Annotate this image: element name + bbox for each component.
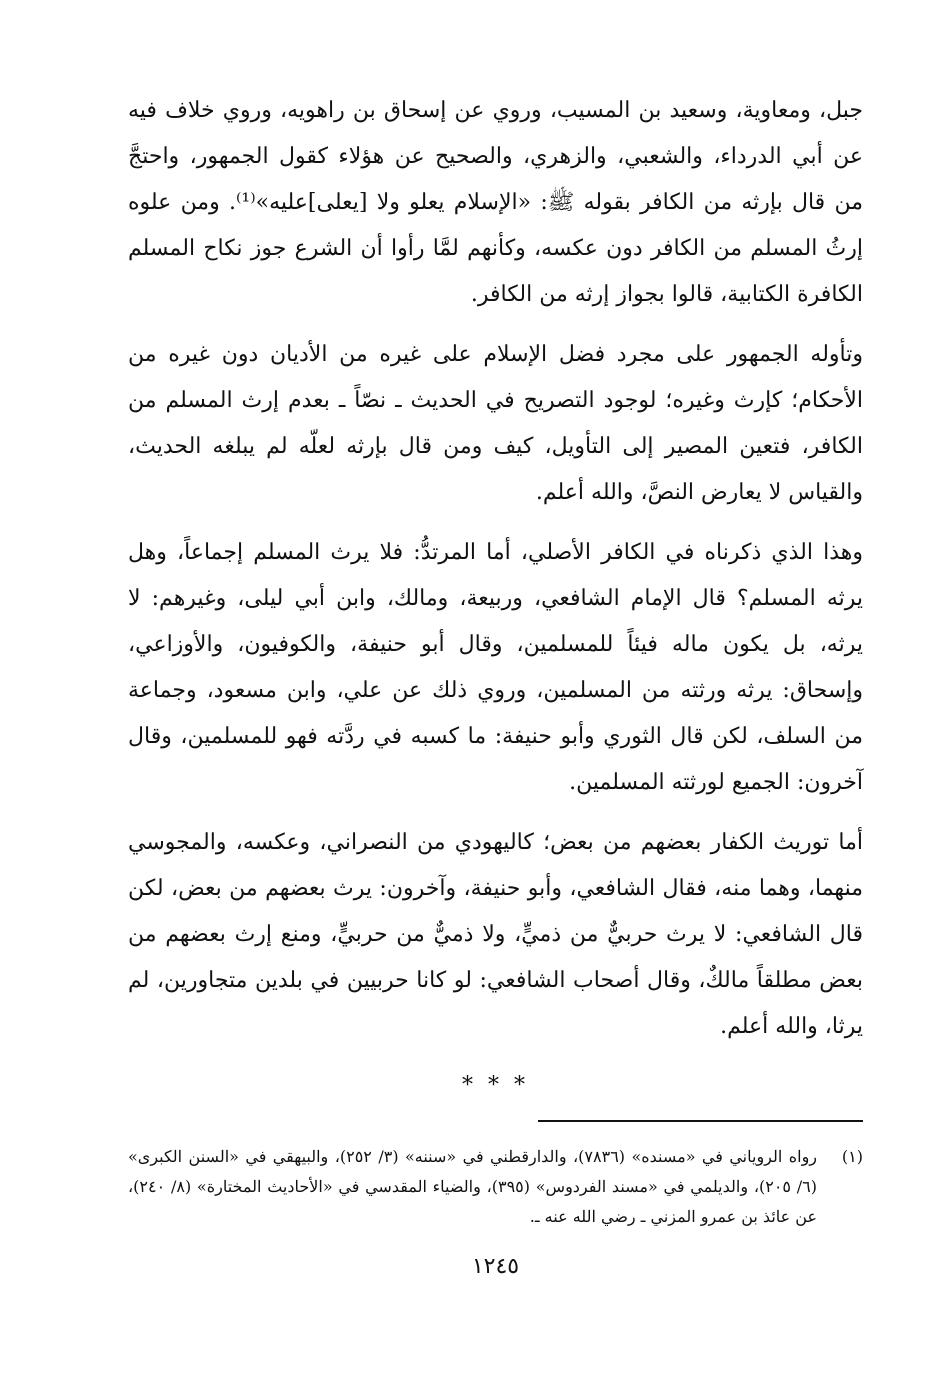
page-content [128,88,863,1279]
paragraph-2: وتأوله الجمهور على مجرد فضل الإسلام على غيره من الأديان دون غيره من الأحكام؛ كإرث وغيره؛ لوجود التصريح في الحديث ـ نصّاً ـ بعدم إرث المسلم من الكافر، فتعين المصير إلى التأويل، كيف ومن قال بإرثه لعلّه لم يبلغه الحديث، والقياس لا يعارض النصَّ، والله أعلم. [128,342,863,505]
paragraph-1: جبل، ومعاوية، وسعيد بن المسيب، وروي عن إسحاق بن راهويه، وروي خلاف فيه عن أبي الدرداء، والشعبي، والزهري، والصحيح عن هؤلاء كقول الجمهور، واحتجَّ من قال بإرثه من الكافر بقوله ﷺ: «الإسلام يعلو ولا [يعلى]عليه»⁽¹⁾. ومن علوه إرثُ المسلم من الكافر دون عكسه، وكأنهم لمَّا رأوا أن الشرع جوز نكاح المسلم الكافرة الكتابية، قالوا بجواز إرثه من الكافر. [128,98,863,307]
footnote-rule [538,1120,863,1122]
section-divider: * * * [462,1073,529,1098]
footnote-number: (١) [841,1147,863,1166]
paragraph-3: وهذا الذي ذكرناه في الكافر الأصلي، أما المرتدُّ: فلا يرث المسلم إجماعاً، وهل يرثه المسلم؟ قال الإمام الشافعي، وربيعة، ومالك، وابن أبي ليلى، وغيرهم: لا يرثه، بل يكون ماله فيئاً للمسلمين، وقال أبو حنيفة، والكوفيون، والأوزاعي، وإسحاق: يرثه ورثته من المسلمين، وروي ذلك عن علي، وابن مسعود، وجماعة من السلف، لكن قال الثوري وأبو حنيفة: ما كسبه في ردَّته فهو للمسلمين، وقال آخرون: الجميع لورثته المسلمين. [128,540,864,795]
paragraph-4: أما توريث الكفار بعضهم من بعض؛ كاليهودي من النصراني، وعكسه، والمجوسي منهما، وهما منه، فقال الشافعي، وأبو حنيفة، وآخرون: يرث بعضهم من بعض، لكن قال الشافعي: لا يرث حربيٌّ من ذميٍّ، ولا ذميٌّ من حربيٍّ، ومنع إرث بعضهم من بعض مطلقاً مالكٌ، وقال أصحاب الشافعي: لو كانا حربيين في بلدين متجاورين، لم يرثا، والله أعلم. [128,830,863,1039]
footnote-text: رواه الروياني في «مسنده» (٧٨٣٦)، والدارقطني في «سننه» (٣/ ٢٥٢)، والبيهقي في «السنن الكبرى» (٦/ ٢٠٥)، والديلمي في «مسند الفردوس» (٣٩٥)، والضياء المقدسي في «الأحاديث المختارة» (٨/ ٢٤٠)، عن عائذ بن عمرو المزني ـ رضي الله عنه ـ. [128,1147,818,1226]
page-number: ١٢٤٥ [471,1254,520,1279]
footnote [128,1142,863,1232]
